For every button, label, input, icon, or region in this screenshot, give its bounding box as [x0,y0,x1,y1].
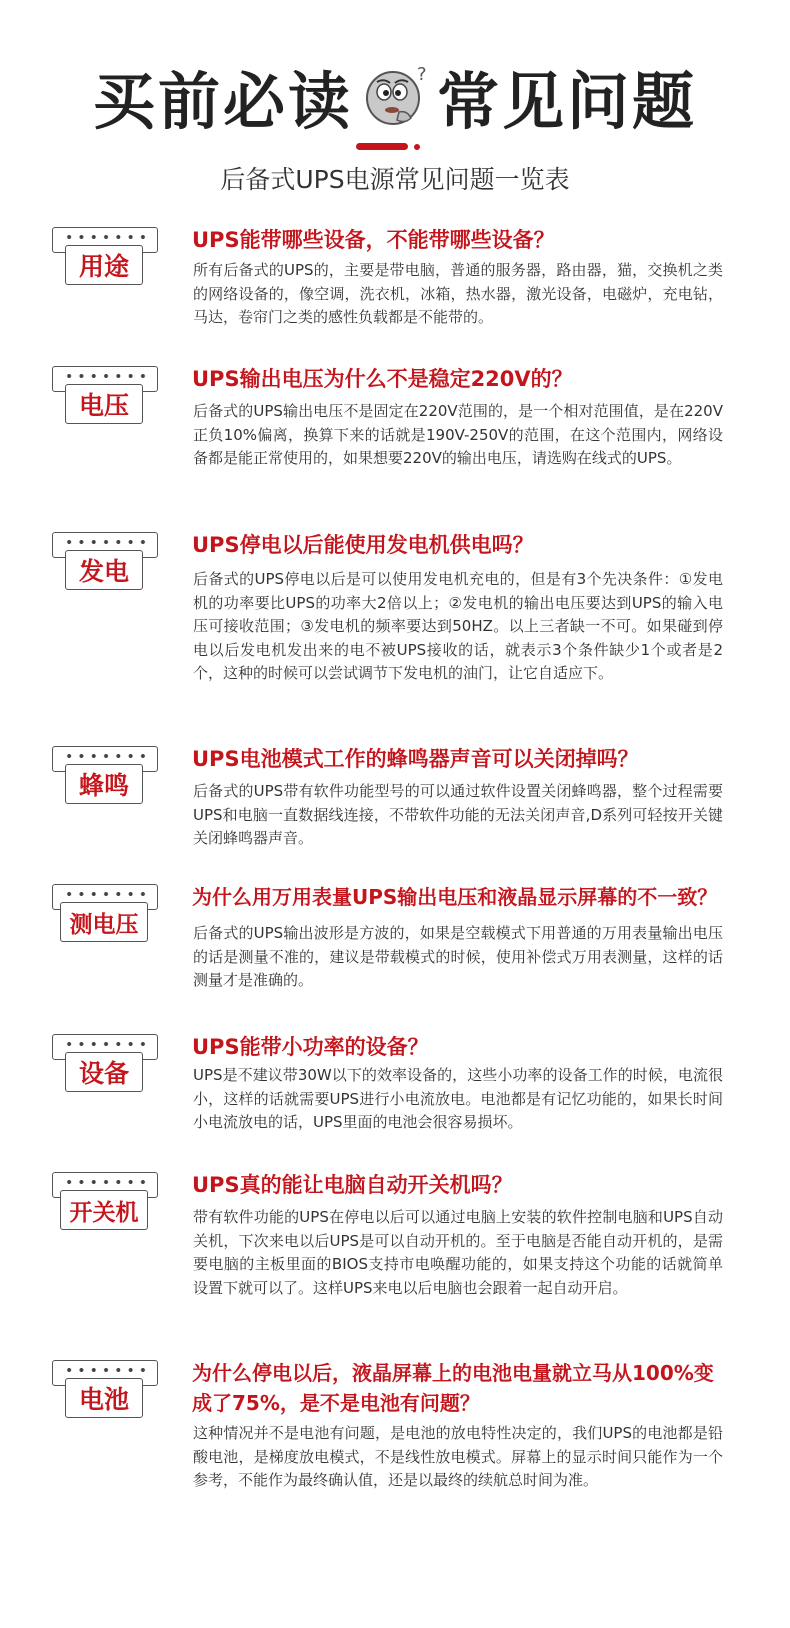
faq-answer: 带有软件功能的UPS在停电以后可以通过电脑上安装的软件控制电脑和UPS自动关机，下次来电以后UPS是可以自动开机的。至于电脑是否能自动开机的，是需要电脑的主板里面的BIOS支持市电唤醒功能的，如果支持这个功能的话就简单设置下就可以了。这样UPS来电以后电脑也会跟着一起自动开启。 [193,1208,723,1297]
tag-label: 电压 [65,384,143,424]
tag-label: 开关机 [60,1190,148,1230]
faq-question: 为什么用万用表量UPS输出电压和液晶显示屏幕的不一致？ [192,885,718,909]
faq-answer: 后备式的UPS停电以后是可以使用发电机充电的，但是有3个先决条件：①发电机的功率要比UPS的功率大2倍以上；②发电机的输出电压要达到UPS的输入电压可接收范围；③发电机的频率要达到50HZ。以上三者缺一不可。如果碰到停电以后发电机发出来的电不被UPS接收的话，就表示3个条件缺少1个或者是2个，这种的时候可以尝试调节下发电机的油门，让它自适应下。 [193,570,723,682]
faq-question: UPS输出电压为什么不是稳定220V的？ [192,367,573,391]
faq-question: UPS电池模式工作的蜂鸣器声音可以关闭掉吗？ [192,747,639,771]
faq-answer: UPS是不建议带30W以下的效率设备的，这些小功率的设备工作的时候，电流很小，这样的话就需要UPS进行小电流放电。电池都是有记忆功能的，如果长时间小电流放电的话，UPS里面的电池会很容易损坏。 [193,1066,723,1131]
faq-question: 为什么停电以后，液晶屏幕上的电池电量就立马从100%变成了75%，是不是电池有问题？ [192,1361,714,1415]
tag-label: 蜂鸣 [65,764,143,804]
faq-tag [52,366,158,428]
faq-answer: 这种情况并不是电池有问题，是电池的放电特性决定的，我们UPS的电池都是铅酸电池，是梯度放电模式，不是线性放电模式。屏幕上的显示时间只能作为一个参考，不能作为最终确认值，还是以最终的续航总时间为准。 [193,1424,723,1489]
svg-text:?: ? [417,64,427,85]
faq-question: UPS停电以后能使用发电机供电吗？ [192,533,534,557]
faq-question: UPS真的能让电脑自动开关机吗？ [192,1173,513,1197]
faq-tag [52,532,158,594]
tag-label: 用途 [65,245,143,285]
faq-question: UPS能带哪些设备，不能带哪些设备？ [192,228,555,252]
title-right: 常见问题 [437,64,698,138]
faq-answer: 后备式的UPS输出电压不是固定在220V范围的，是一个相对范围值，是在220V正负10%偏离，换算下来的话就是190V-250V的范围，在这个范围内，网络设备都是能正常使用的，如果想要220V的输出电压，请选购在线式的UPS。 [193,402,723,467]
tag-label: 电池 [65,1378,143,1418]
faq-tag [52,227,158,289]
faq-tag [52,1360,158,1422]
title-underline [356,143,408,150]
title-left: 买前必读 [92,64,353,138]
page-title [0,56,790,136]
faq-answer: 后备式的UPS输出波形是方波的，如果是空载模式下用普通的万用表量输出电压的话是测量不准的，建议是带载模式的时候，使用补偿式万用表测量，这样的话测量才是准确的。 [193,924,723,989]
faq-answer: 后备式的UPS带有软件功能型号的可以通过软件设置关闭蜂鸣器，整个过程需要UPS和电脑一直数据线连接，不带软件功能的无法关闭声音,D系列可轻按开关键关闭蜂鸣器声音。 [193,782,723,847]
faq-tag [52,1172,158,1234]
tag-label: 发电 [65,550,143,590]
faq-tag [52,746,158,808]
faq-question: UPS能带小功率的设备？ [192,1035,429,1059]
tag-label: 测电压 [60,902,148,942]
tag-label: 设备 [65,1052,143,1092]
faq-tag [52,1034,158,1096]
faq-tag [52,884,158,946]
title-underline-dot [414,144,420,150]
faq-answer: 所有后备式的UPS的，主要是带电脑，普通的服务器，路由器，猫，交换机之类的网络设备的，像空调，洗衣机，冰箱，热水器，激光设备，电磁炉，充电钻，马达，卷帘门之类的感性负载都是不能带的。 [193,261,723,326]
page-subtitle: 后备式UPS电源常见问题一览表 [220,165,570,194]
thinking-face-icon [359,60,431,132]
